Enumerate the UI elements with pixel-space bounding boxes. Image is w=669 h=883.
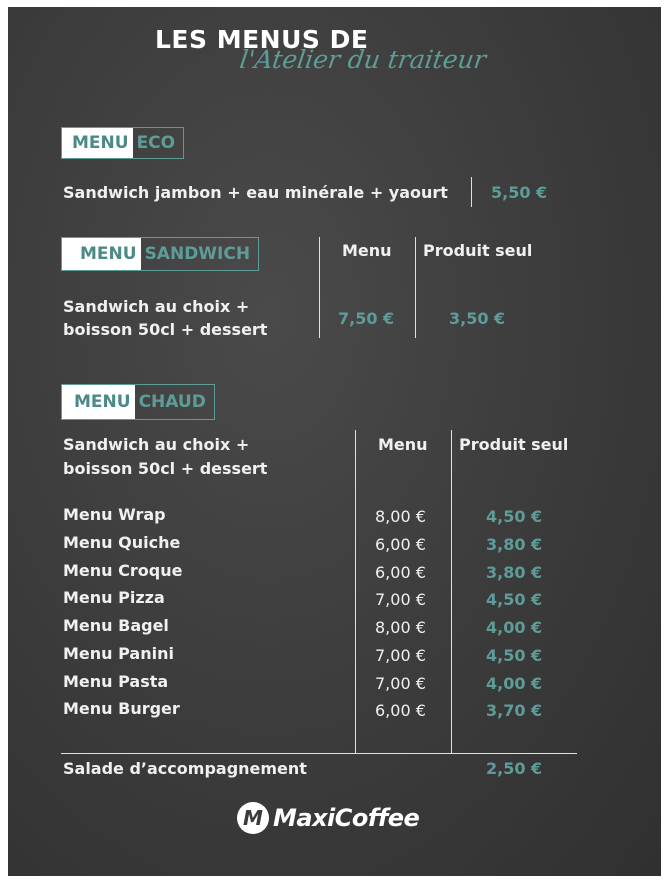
list-item — [63, 672, 563, 700]
chaud-intro-line2: boisson 50cl + dessert — [63, 459, 268, 478]
maxicoffee-logo-icon: M — [237, 802, 269, 834]
badge-menu-label: MENU — [62, 128, 133, 158]
badge-menu-chaud — [61, 384, 215, 420]
item-name: Menu Panini — [63, 644, 174, 663]
badge-menu-sandwich — [61, 237, 259, 271]
list-item — [63, 644, 563, 672]
list-item — [63, 588, 563, 616]
sandwich-price-menu: 7,50 € — [338, 309, 395, 328]
item-price-menu: 6,00 € — [375, 535, 426, 554]
salade-price: 2,50 € — [486, 759, 543, 778]
item-price-seul: 4,00 € — [486, 618, 543, 637]
item-price-menu: 7,00 € — [375, 590, 426, 609]
sandwich-col-seul: Produit seul — [423, 241, 533, 260]
eco-item: Sandwich jambon + eau minérale + yaourt — [63, 183, 448, 202]
page-subtitle: l'Atelier du traiteur — [237, 45, 488, 74]
list-item — [63, 616, 563, 644]
item-price-menu: 8,00 € — [375, 618, 426, 637]
badge-category-label: CHAUD — [138, 392, 206, 412]
item-price-seul: 3,80 € — [486, 563, 543, 582]
sandwich-divider-1 — [319, 237, 320, 338]
chaud-intro-line1: Sandwich au choix + — [63, 435, 250, 454]
page-title: LES MENUS DE — [155, 25, 369, 54]
eco-price: 5,50 € — [491, 183, 548, 202]
chaud-col-seul: Produit seul — [459, 435, 569, 454]
item-price-seul: 4,50 € — [486, 507, 543, 526]
badge-menu-label: MENU — [62, 385, 135, 419]
sandwich-price-seul: 3,50 € — [449, 309, 506, 328]
item-name: Menu Burger — [63, 699, 180, 718]
item-price-menu: 6,00 € — [375, 563, 426, 582]
badge-menu-label: MENU — [62, 238, 141, 270]
item-name: Menu Wrap — [63, 505, 166, 524]
item-price-seul: 4,00 € — [486, 674, 543, 693]
item-price-menu: 6,00 € — [375, 701, 426, 720]
sandwich-item-line2: boisson 50cl + dessert — [63, 320, 268, 339]
item-name: Menu Croque — [63, 561, 183, 580]
chalkboard-menu — [8, 7, 661, 876]
list-item — [63, 699, 563, 727]
maxicoffee-logo — [237, 802, 419, 834]
item-price-seul: 3,70 € — [486, 701, 543, 720]
list-item — [63, 561, 563, 589]
item-price-seul: 3,80 € — [486, 535, 543, 554]
salade-divider — [61, 753, 577, 754]
chaud-col-menu: Menu — [378, 435, 428, 454]
list-item — [63, 533, 563, 561]
sandwich-item-line1: Sandwich au choix + — [63, 297, 250, 316]
badge-menu-eco — [61, 127, 184, 159]
maxicoffee-logo-text: MaxiCoffee — [273, 804, 420, 832]
list-item — [63, 505, 563, 533]
item-name: Menu Pasta — [63, 672, 169, 691]
item-price-seul: 4,50 € — [486, 590, 543, 609]
item-price-menu: 8,00 € — [375, 507, 426, 526]
item-price-menu: 7,00 € — [375, 674, 426, 693]
item-price-seul: 4,50 € — [486, 646, 543, 665]
item-name: Menu Bagel — [63, 616, 169, 635]
item-name: Menu Quiche — [63, 533, 181, 552]
sandwich-divider-2 — [415, 237, 416, 338]
item-price-menu: 7,00 € — [375, 646, 426, 665]
salade-item: Salade d’accompagnement — [63, 759, 307, 778]
sandwich-col-menu: Menu — [342, 241, 392, 260]
item-name: Menu Pizza — [63, 588, 165, 607]
eco-divider — [471, 177, 472, 207]
badge-category-label: ECO — [136, 133, 176, 153]
badge-category-label: SANDWICH — [144, 244, 251, 264]
